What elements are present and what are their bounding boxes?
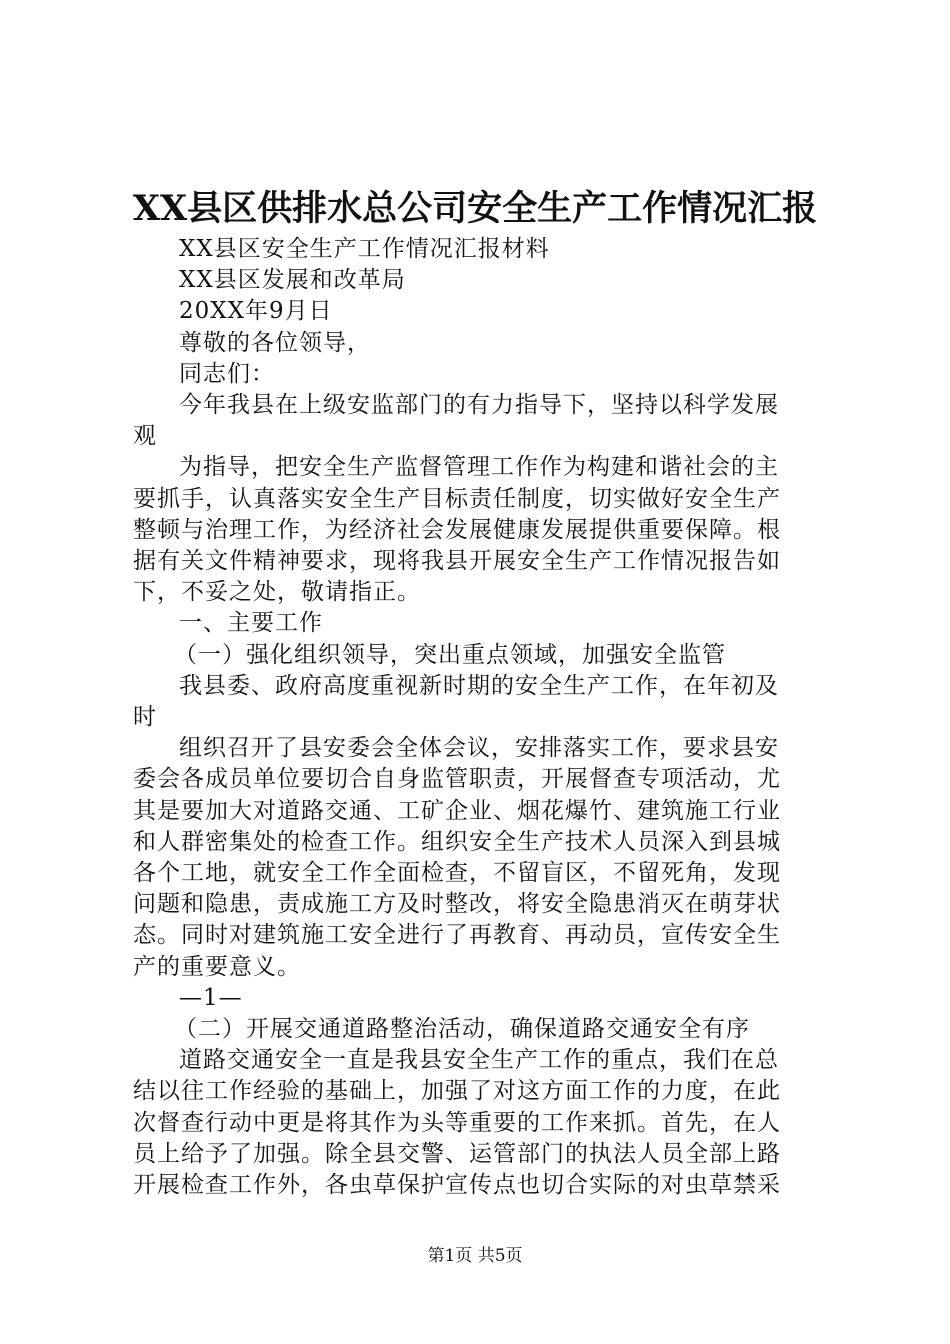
text-line: 结以往工作经验的基础上，加强了对这方面工作的力度，在此	[133, 1078, 781, 1105]
text-line: 员上给予了加强。除全县交警、运管部门的执法人员全部上路	[133, 1140, 781, 1167]
text-line: 观	[133, 423, 157, 450]
text-line: 尊敬的各位领导，	[179, 329, 371, 356]
text-line: 态。同时对建筑施工安全进行了再教育、再动员，宣传安全生	[133, 922, 781, 949]
text-line: XX县区安全生产工作情况汇报材料	[179, 236, 550, 262]
text-line: 整顿与治理工作，为经济社会发展健康发展提供重要保障。根	[133, 516, 781, 543]
document-body	[133, 234, 833, 1201]
text-line: 各个工地，就安全工作全面检查，不留盲区，不留死角，发现	[133, 860, 781, 887]
text-line: 问题和隐患，责成施工方及时整改，将安全隐患消灭在萌芽状	[133, 891, 781, 918]
text-line: 为指导，把安全生产监督管理工作作为构建和谐社会的主	[179, 454, 779, 481]
subsection-heading: （一）强化组织领导，突出重点领域，加强安全监管	[174, 641, 726, 668]
text-line: XX县区发展和改革局	[179, 267, 406, 294]
document-title: XX县区供排水总公司安全生产工作情况汇报	[132, 188, 818, 229]
text-line: 委会各成员单位要切合自身监管职责，开展督查专项活动，尤	[133, 766, 781, 793]
text-line: 时	[133, 704, 157, 731]
text-line: 道路交通安全一直是我县安全生产工作的重点，我们在总	[179, 1047, 779, 1074]
text-line: 20XX年9月日	[179, 298, 333, 325]
text-line: 同志们：	[179, 360, 275, 387]
section-heading: 一、主要工作	[179, 610, 323, 637]
text-line: 和人群密集处的检查工作。组织安全生产技术人员深入到县城	[133, 828, 781, 855]
text-line: 今年我县在上级安监部门的有力指导下，坚持以科学发展	[179, 392, 779, 419]
text-line: 次督查行动中更是将其作为头等重要的工作来抓。首先，在人	[133, 1109, 781, 1136]
page-footer: 第1页 共5页	[427, 1246, 523, 1266]
text-line: 据有关文件精神要求，现将我县开展安全生产工作情况报告如	[133, 548, 781, 575]
text-line: 我县委、政府高度重视新时期的安全生产工作，在年初及	[179, 672, 779, 699]
text-line: 要抓手，认真落实安全生产目标责任制度，切实做好安全生产	[133, 485, 781, 512]
text-line: 产的重要意义。	[133, 953, 301, 980]
text-line: 其是要加大对道路交通、工矿企业、烟花爆竹、建筑施工行业	[133, 797, 781, 824]
subsection-heading: （二）开展交通道路整治活动，确保道路交通安全有序	[174, 1016, 750, 1043]
text-line: 下，不妥之处，敬请指正。	[133, 579, 421, 606]
text-line: 开展检查工作外，各虫草保护宣传点也切合实际的对虫草禁采	[133, 1172, 781, 1199]
text-line: 组织召开了县安委会全体会议，安排落实工作，要求县安	[179, 735, 779, 762]
inline-page-number: —1—	[179, 984, 243, 1011]
